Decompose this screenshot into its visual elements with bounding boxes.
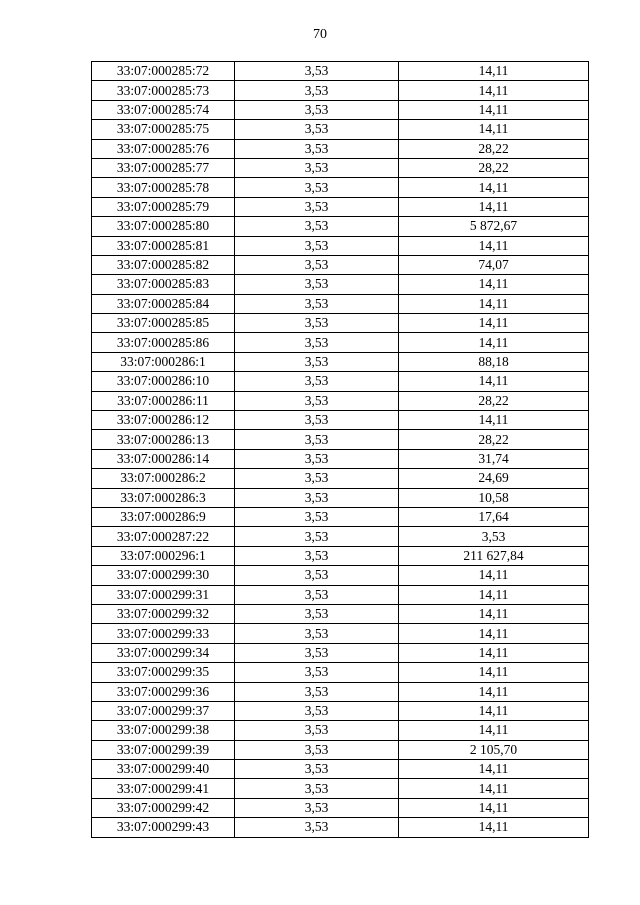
amount-cell: 14,11 bbox=[399, 314, 589, 333]
table-row bbox=[92, 100, 589, 119]
rate-cell: 3,53 bbox=[235, 314, 399, 333]
rate-cell: 3,53 bbox=[235, 507, 399, 526]
rate-cell: 3,53 bbox=[235, 120, 399, 139]
table-row bbox=[92, 314, 589, 333]
cadastral-number-cell: 33:07:000285:85 bbox=[92, 314, 235, 333]
amount-cell: 14,11 bbox=[399, 197, 589, 216]
cadastral-number-cell: 33:07:000285:77 bbox=[92, 158, 235, 177]
amount-cell: 14,11 bbox=[399, 779, 589, 798]
amount-cell: 28,22 bbox=[399, 158, 589, 177]
rate-cell: 3,53 bbox=[235, 430, 399, 449]
cadastral-number-cell: 33:07:000285:72 bbox=[92, 62, 235, 81]
rate-cell: 3,53 bbox=[235, 275, 399, 294]
amount-cell: 14,11 bbox=[399, 62, 589, 81]
amount-cell: 14,11 bbox=[399, 294, 589, 313]
cadastral-number-cell: 33:07:000286:12 bbox=[92, 411, 235, 430]
table-row bbox=[92, 721, 589, 740]
cadastral-number-cell: 33:07:000299:41 bbox=[92, 779, 235, 798]
table-row bbox=[92, 604, 589, 623]
amount-cell: 14,11 bbox=[399, 818, 589, 837]
cadastral-number-cell: 33:07:000286:9 bbox=[92, 507, 235, 526]
cadastral-number-cell: 33:07:000299:42 bbox=[92, 798, 235, 817]
amount-cell: 31,74 bbox=[399, 449, 589, 468]
table-row bbox=[92, 469, 589, 488]
cadastral-number-cell: 33:07:000285:79 bbox=[92, 197, 235, 216]
amount-cell: 211 627,84 bbox=[399, 546, 589, 565]
table-body bbox=[92, 62, 589, 838]
amount-cell: 14,11 bbox=[399, 682, 589, 701]
rate-cell: 3,53 bbox=[235, 469, 399, 488]
rate-cell: 3,53 bbox=[235, 411, 399, 430]
amount-cell: 14,11 bbox=[399, 604, 589, 623]
cadastral-number-cell: 33:07:000286:2 bbox=[92, 469, 235, 488]
amount-cell: 14,11 bbox=[399, 721, 589, 740]
rate-cell: 3,53 bbox=[235, 139, 399, 158]
table-row bbox=[92, 430, 589, 449]
table-row bbox=[92, 701, 589, 720]
rate-cell: 3,53 bbox=[235, 197, 399, 216]
amount-cell: 14,11 bbox=[399, 100, 589, 119]
cadastral-number-cell: 33:07:000285:84 bbox=[92, 294, 235, 313]
amount-cell: 14,11 bbox=[399, 585, 589, 604]
cadastral-number-cell: 33:07:000285:83 bbox=[92, 275, 235, 294]
rate-cell: 3,53 bbox=[235, 449, 399, 468]
cadastral-number-cell: 33:07:000286:10 bbox=[92, 372, 235, 391]
amount-cell: 88,18 bbox=[399, 352, 589, 371]
amount-cell: 17,64 bbox=[399, 507, 589, 526]
rate-cell: 3,53 bbox=[235, 62, 399, 81]
amount-cell: 14,11 bbox=[399, 760, 589, 779]
rate-cell: 3,53 bbox=[235, 740, 399, 759]
cadastral-number-cell: 33:07:000285:82 bbox=[92, 255, 235, 274]
cadastral-number-cell: 33:07:000285:76 bbox=[92, 139, 235, 158]
cadastral-number-cell: 33:07:000285:73 bbox=[92, 81, 235, 100]
rate-cell: 3,53 bbox=[235, 760, 399, 779]
table-row bbox=[92, 255, 589, 274]
amount-cell: 28,22 bbox=[399, 430, 589, 449]
amount-cell: 14,11 bbox=[399, 120, 589, 139]
rate-cell: 3,53 bbox=[235, 643, 399, 662]
rate-cell: 3,53 bbox=[235, 333, 399, 352]
rate-cell: 3,53 bbox=[235, 178, 399, 197]
rate-cell: 3,53 bbox=[235, 81, 399, 100]
amount-cell: 14,11 bbox=[399, 178, 589, 197]
amount-cell: 14,11 bbox=[399, 643, 589, 662]
cadastral-number-cell: 33:07:000285:86 bbox=[92, 333, 235, 352]
table-row bbox=[92, 411, 589, 430]
rate-cell: 3,53 bbox=[235, 527, 399, 546]
amount-cell: 14,11 bbox=[399, 663, 589, 682]
rate-cell: 3,53 bbox=[235, 566, 399, 585]
rate-cell: 3,53 bbox=[235, 663, 399, 682]
rate-cell: 3,53 bbox=[235, 721, 399, 740]
table-row bbox=[92, 643, 589, 662]
amount-cell: 14,11 bbox=[399, 411, 589, 430]
amount-cell: 14,11 bbox=[399, 372, 589, 391]
amount-cell: 24,69 bbox=[399, 469, 589, 488]
amount-cell: 14,11 bbox=[399, 624, 589, 643]
rate-cell: 3,53 bbox=[235, 236, 399, 255]
rate-cell: 3,53 bbox=[235, 585, 399, 604]
cadastral-number-cell: 33:07:000285:74 bbox=[92, 100, 235, 119]
rate-cell: 3,53 bbox=[235, 798, 399, 817]
rate-cell: 3,53 bbox=[235, 701, 399, 720]
cadastral-number-cell: 33:07:000299:37 bbox=[92, 701, 235, 720]
amount-cell: 14,11 bbox=[399, 81, 589, 100]
amount-cell: 2 105,70 bbox=[399, 740, 589, 759]
rate-cell: 3,53 bbox=[235, 604, 399, 623]
rate-cell: 3,53 bbox=[235, 546, 399, 565]
cadastral-number-cell: 33:07:000286:1 bbox=[92, 352, 235, 371]
table-row bbox=[92, 62, 589, 81]
data-table bbox=[91, 61, 589, 838]
cadastral-number-cell: 33:07:000299:36 bbox=[92, 682, 235, 701]
rate-cell: 3,53 bbox=[235, 100, 399, 119]
table-row bbox=[92, 585, 589, 604]
table-row bbox=[92, 779, 589, 798]
table-row bbox=[92, 624, 589, 643]
cadastral-number-cell: 33:07:000285:78 bbox=[92, 178, 235, 197]
rate-cell: 3,53 bbox=[235, 255, 399, 274]
table-row bbox=[92, 139, 589, 158]
table-row bbox=[92, 391, 589, 410]
cadastral-number-cell: 33:07:000286:13 bbox=[92, 430, 235, 449]
cadastral-number-cell: 33:07:000299:34 bbox=[92, 643, 235, 662]
table-row bbox=[92, 372, 589, 391]
cadastral-number-cell: 33:07:000299:30 bbox=[92, 566, 235, 585]
rate-cell: 3,53 bbox=[235, 352, 399, 371]
cadastral-number-cell: 33:07:000299:40 bbox=[92, 760, 235, 779]
cadastral-number-cell: 33:07:000299:31 bbox=[92, 585, 235, 604]
cadastral-number-cell: 33:07:000285:75 bbox=[92, 120, 235, 139]
amount-cell: 14,11 bbox=[399, 333, 589, 352]
table-row bbox=[92, 275, 589, 294]
amount-cell: 5 872,67 bbox=[399, 217, 589, 236]
cadastral-number-cell: 33:07:000299:35 bbox=[92, 663, 235, 682]
rate-cell: 3,53 bbox=[235, 624, 399, 643]
cadastral-number-cell: 33:07:000299:39 bbox=[92, 740, 235, 759]
table-row bbox=[92, 566, 589, 585]
rate-cell: 3,53 bbox=[235, 779, 399, 798]
rate-cell: 3,53 bbox=[235, 391, 399, 410]
cadastral-number-cell: 33:07:000287:22 bbox=[92, 527, 235, 546]
table-row bbox=[92, 217, 589, 236]
amount-cell: 28,22 bbox=[399, 391, 589, 410]
cadastral-number-cell: 33:07:000286:3 bbox=[92, 488, 235, 507]
table-row bbox=[92, 352, 589, 371]
amount-cell: 28,22 bbox=[399, 139, 589, 158]
table-row bbox=[92, 158, 589, 177]
cadastral-number-cell: 33:07:000299:32 bbox=[92, 604, 235, 623]
table-row bbox=[92, 682, 589, 701]
cadastral-number-cell: 33:07:000299:43 bbox=[92, 818, 235, 837]
table-row bbox=[92, 178, 589, 197]
amount-cell: 14,11 bbox=[399, 275, 589, 294]
rate-cell: 3,53 bbox=[235, 294, 399, 313]
table-row bbox=[92, 798, 589, 817]
amount-cell: 14,11 bbox=[399, 701, 589, 720]
cadastral-number-cell: 33:07:000286:14 bbox=[92, 449, 235, 468]
table-row bbox=[92, 488, 589, 507]
table-row bbox=[92, 333, 589, 352]
amount-cell: 3,53 bbox=[399, 527, 589, 546]
table-row bbox=[92, 818, 589, 837]
amount-cell: 10,58 bbox=[399, 488, 589, 507]
rate-cell: 3,53 bbox=[235, 158, 399, 177]
rate-cell: 3,53 bbox=[235, 682, 399, 701]
page-number: 70 bbox=[313, 27, 327, 42]
table-row bbox=[92, 197, 589, 216]
table-row bbox=[92, 760, 589, 779]
cadastral-number-cell: 33:07:000286:11 bbox=[92, 391, 235, 410]
table-row bbox=[92, 507, 589, 526]
rate-cell: 3,53 bbox=[235, 488, 399, 507]
table-row bbox=[92, 546, 589, 565]
rate-cell: 3,53 bbox=[235, 372, 399, 391]
cadastral-number-cell: 33:07:000296:1 bbox=[92, 546, 235, 565]
amount-cell: 14,11 bbox=[399, 236, 589, 255]
amount-cell: 74,07 bbox=[399, 255, 589, 274]
table-row bbox=[92, 81, 589, 100]
cadastral-number-cell: 33:07:000299:38 bbox=[92, 721, 235, 740]
rate-cell: 3,53 bbox=[235, 217, 399, 236]
cadastral-number-cell: 33:07:000285:81 bbox=[92, 236, 235, 255]
table-row bbox=[92, 449, 589, 468]
amount-cell: 14,11 bbox=[399, 566, 589, 585]
cadastral-number-cell: 33:07:000299:33 bbox=[92, 624, 235, 643]
table-row bbox=[92, 120, 589, 139]
table-row bbox=[92, 663, 589, 682]
rate-cell: 3,53 bbox=[235, 818, 399, 837]
table-row bbox=[92, 527, 589, 546]
table-row bbox=[92, 740, 589, 759]
table-row bbox=[92, 294, 589, 313]
table-row bbox=[92, 236, 589, 255]
cadastral-number-cell: 33:07:000285:80 bbox=[92, 217, 235, 236]
amount-cell: 14,11 bbox=[399, 798, 589, 817]
